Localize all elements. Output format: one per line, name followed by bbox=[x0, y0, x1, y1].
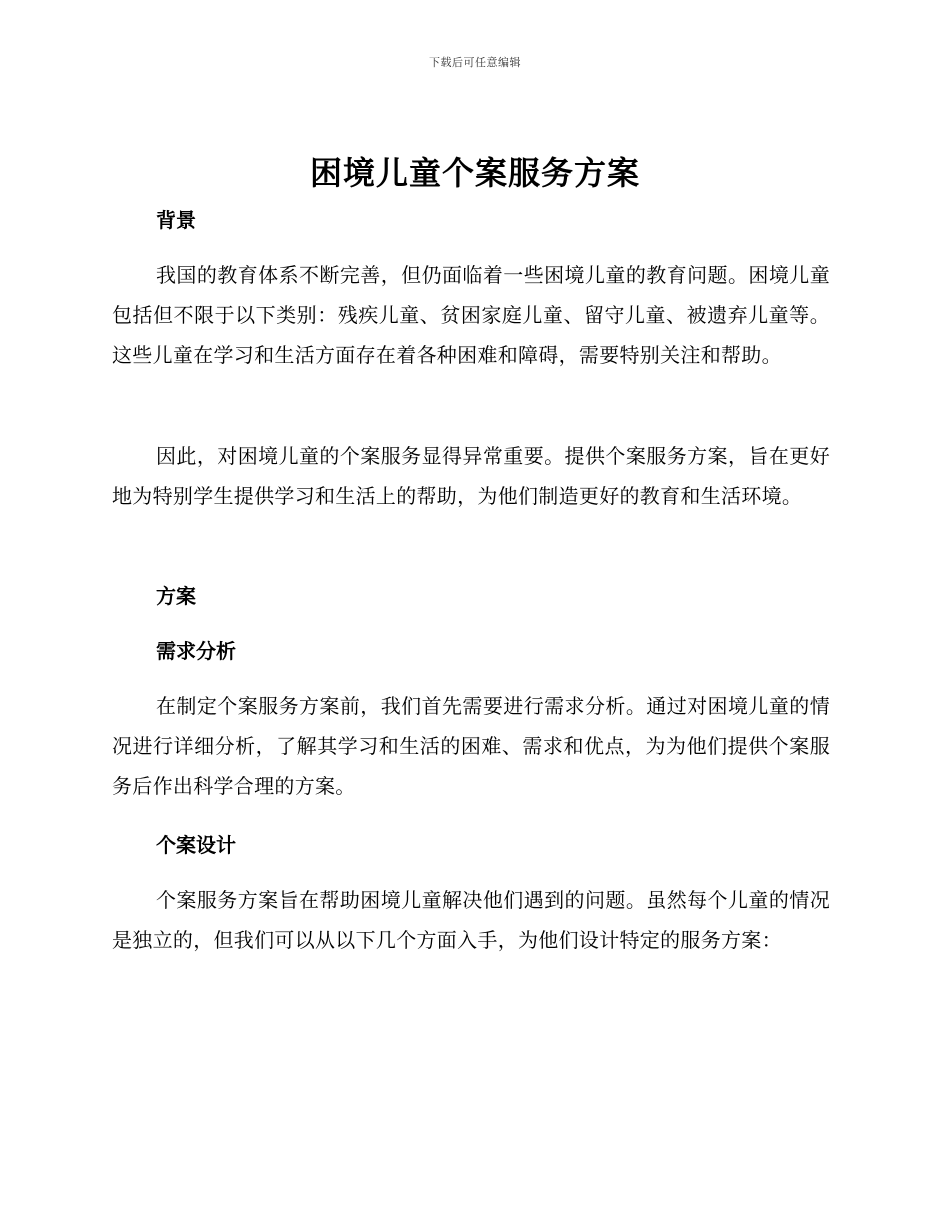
section-heading-needs-analysis: 需求分析 bbox=[156, 639, 236, 663]
document-title: 困境儿童个案服务方案 bbox=[309, 154, 640, 192]
paragraph-needs-analysis: 在制定个案服务方案前，我们首先需要进行需求分析。通过对困境儿童的情况进行详细分析，了解其学习和生活的困难、需求和优点，为为他们提供个案服务后作出科学合理的方案。 bbox=[112, 694, 830, 798]
section-heading-plan: 方案 bbox=[156, 584, 196, 608]
header-note: 下载后可任意编辑 bbox=[429, 56, 521, 69]
paragraph-case-design: 个案服务方案旨在帮助困境儿童解决他们遇到的问题。虽然每个儿童的情况是独立的，但我们可以从以下几个方面入手，为他们设计特定的服务方案： bbox=[112, 888, 830, 952]
section-heading-case-design: 个案设计 bbox=[156, 833, 236, 857]
section-heading-background: 背景 bbox=[156, 208, 196, 232]
paragraph-background-2: 因此，对困境儿童的个案服务显得异常重要。提供个案服务方案，旨在更好地为特别学生提供学习和生活上的帮助，为他们制造更好的教育和生活环境。 bbox=[112, 444, 830, 508]
paragraph-background-1: 我国的教育体系不断完善，但仍面临着一些困境儿童的教育问题。困境儿童包括但不限于以下类别：残疾儿童、贫困家庭儿童、留守儿童、被遗弃儿童等。这些儿童在学习和生活方面存在着各种困难和障碍，需要特别关注和帮助。 bbox=[112, 263, 830, 367]
